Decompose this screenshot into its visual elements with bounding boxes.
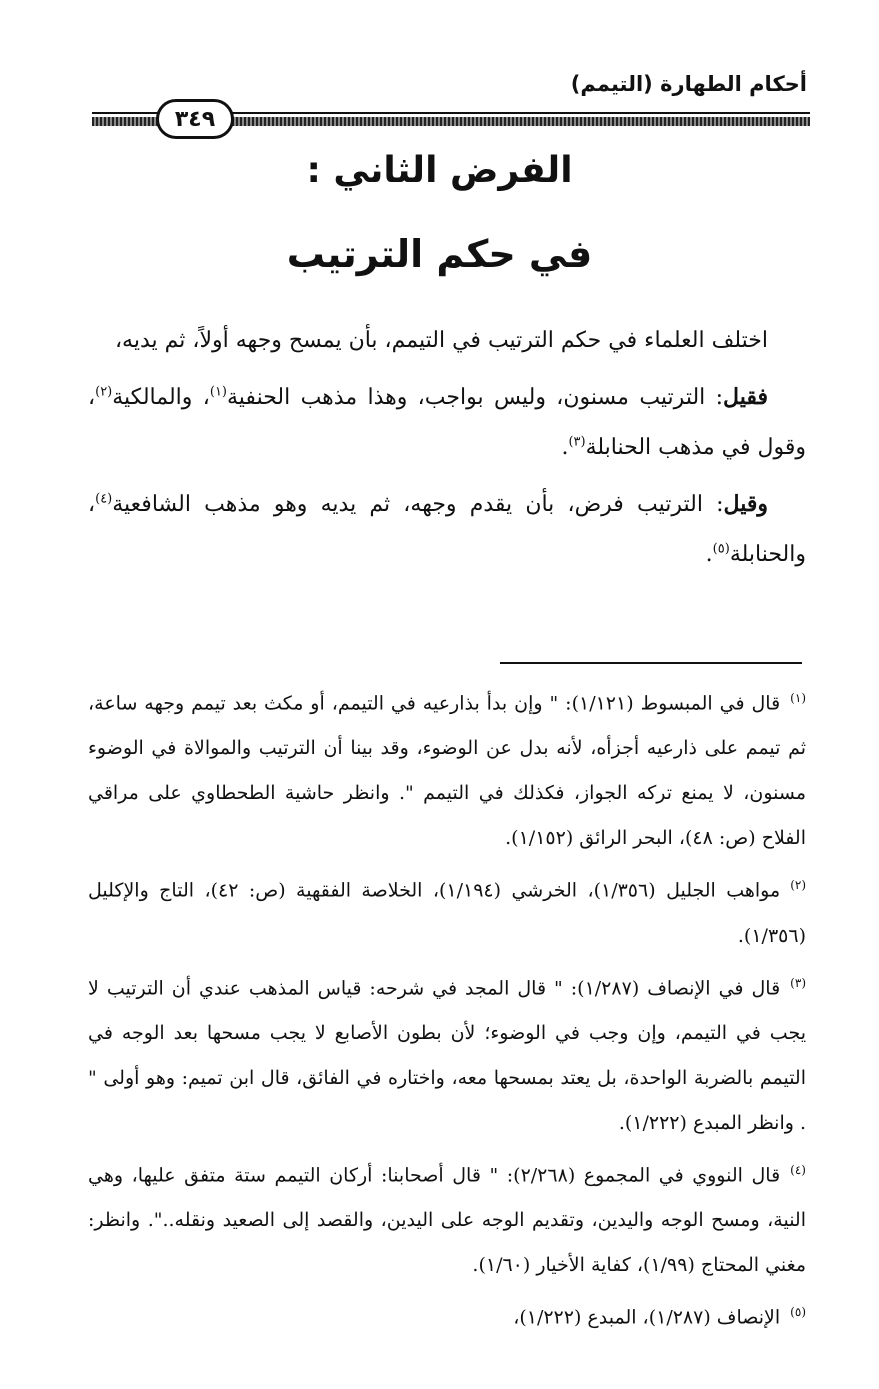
footnote-number: (٣) [790,975,806,990]
body-text [88,316,806,586]
page-number: ٣٤٩ [156,99,234,139]
footnote-4 [88,1148,806,1288]
footnote-text: قال في المبسوط (١/١٢١): " وإن بدأ بذارعيه في التيمم، أو مكث بعد تيمم وجهه ساعة، ثم تيمم على ذارعيه أجزأه، لأنه بدل عن الوضوء، وقد بينا أن الترتيب والموالاة في الوضوء مسنون، لا يمنع تركه الجواز، فكذلك في التيمم ". وانظر حاشية الطحطاوي على مراقي الفلاح (ص: ٤٨)، البحر الرائق (١/١٥٢). [88,692,806,850]
footnote-text: الإنصاف (١/٢٨٧)، المبدع (١/٢٢٢)، [513,1306,781,1329]
footnote-text: مواهب الجليل (١/٣٥٦)، الخرشي (١/١٩٤)، الخلاصة الفقهية (ص: ٤٢)، التاج والإكليل (١/٣٥٦). [88,879,806,947]
intro-paragraph: اختلف العلماء في حكم الترتيب في التيمم، بأن يمسح وجهه أولاً، ثم يديه، [114,328,768,353]
opinion-2-text-2: ، والحنابلة [88,492,806,567]
opinion-2-lead: وقيل [723,491,768,517]
footnote-1 [88,676,806,861]
opinion-2-end: . [705,542,713,567]
footnote-2 [88,863,806,958]
footnotes [88,676,806,1343]
opinion-1-lead: فقيل [723,384,768,410]
opinion-1-text: : الترتيب مسنون، وليس بواجب، وهذا مذهب الحنفية [227,385,724,410]
running-title: أحكام الطهارة (التيمم) [570,72,807,96]
footnote-ref-4[interactable]: (٤) [95,491,113,507]
opinion-1-text-2: ، والمالكية [112,385,210,410]
section-subtitle: في حكم الترتيب [286,232,593,276]
opinion-1-text-3: ، وقول في مذهب الحنابلة [88,385,806,460]
opinion-2-paragraph [88,479,806,580]
footnote-number: (١) [790,691,806,705]
footnote-ref-1[interactable]: (١) [209,384,227,400]
opinion-1-paragraph [88,372,806,473]
footnote-number: (٢) [790,878,807,893]
footnote-text: قال النووي في المجموع (٢/٢٦٨): " قال أصحابنا: أركان التيمم ستة متفق عليها، وهي النية، ومسح الوجه واليدين، وتقديم الوجه على اليدين، والقصد إلى الصعيد ونقله..". وانظر: مغني المحتاج (١/٩٩)، كفاية الأخيار (١/٦٠). [88,1164,806,1277]
footnote-5 [88,1290,806,1340]
footnote-number: (٥) [790,1305,806,1320]
opinion-2-text: : الترتيب فرض، بأن يقدم وجهه، ثم يديه وهو مذهب الشافعية [112,492,724,517]
footnote-ref-3[interactable]: (٣) [568,434,586,450]
footnote-ref-2[interactable]: (٢) [95,384,113,400]
section-title: الفرض الثاني : [306,150,573,191]
footnote-text: قال في الإنصاف (١/٢٨٧): " قال المجد في شرحه: قياس المذهب عندي أن الترتيب لا يجب في التيمم، وإن وجب في الوضوء؛ لأن بطون الأصابع لا يجب مسحها بعد الوجه في التيمم بالضربة الواحدة، بل يعتد بمسحها معه، واختاره في الفائق، قال ابن تميم: وهو أولى " . وانظر المبدع (١/٢٢٢). [88,976,806,1134]
footnote-3 [88,961,806,1146]
footnote-ref-5[interactable]: (٥) [712,541,730,557]
footnote-number: (٤) [790,1162,806,1177]
footnote-separator [500,662,802,664]
opinion-1-end: . [561,435,569,460]
